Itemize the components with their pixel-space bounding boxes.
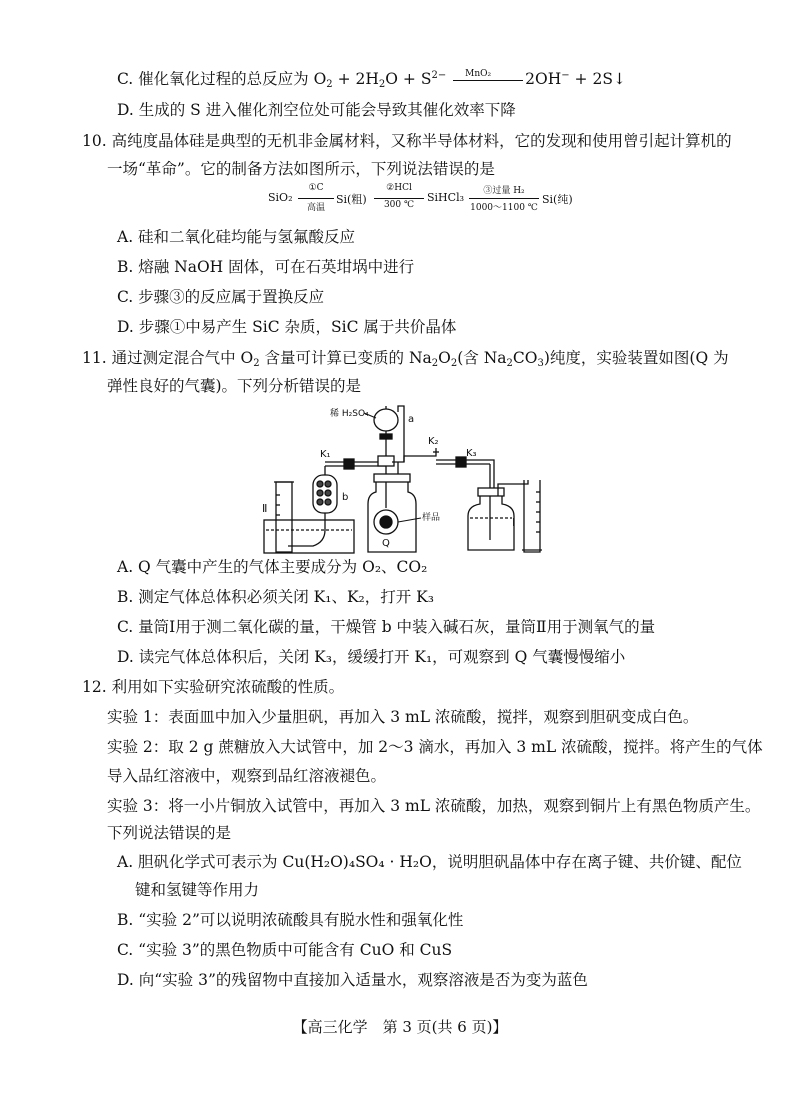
q10-flow-a1-line — [298, 198, 334, 199]
q12-stem: 12. 利用如下实验研究浓硫酸的性质。 — [82, 678, 345, 696]
q10-flow-si-crude: Si(粗) — [336, 193, 367, 206]
q11-option-d: D. 读完气体总体积后，关闭 K₃，缓缓打开 K₁，可观察到 Q 气囊慢慢缩小 — [117, 648, 626, 666]
q9-c-pre: C. 催化氧化过程的总反应为 O — [117, 70, 327, 88]
label-q: Q — [382, 538, 390, 549]
label-k2: K₂ — [428, 436, 439, 447]
q10-option-a: A. 硅和二氧化硅均能与氢氟酸反应 — [117, 228, 356, 246]
q11-stem-d: (含 Na — [457, 349, 507, 367]
q11-stem-line1: 11. 通过测定混合气中 $O_2$ 含量可计算已变质的 $Na_2O_2$(含 $Na_2CO_3$)纯度，实验装置如图(Q 为 — [82, 349, 729, 369]
q-balloon — [374, 482, 398, 534]
drying-tube-b — [288, 466, 337, 546]
q10-flow-a3-top: ③过量 H₂ — [483, 186, 525, 196]
label-k1: K₁ — [320, 449, 331, 460]
q9-c-arrow — [451, 69, 525, 85]
q11-option-a: A. Q 气囊中产生的气体主要成分为 O₂、CO₂ — [117, 558, 428, 576]
q10-option-d: D. 步骤①中易产生 SiC 杂质，SiC 属于共价晶体 — [117, 318, 457, 336]
q10-flow-sihcl3: SiHCl₃ — [427, 191, 464, 204]
q10-stem-line2: 一场“革命”。它的制备方法如图所示，下列说法错误的是 — [107, 160, 495, 178]
reaction-bottle — [368, 462, 416, 552]
sample-pointer — [398, 518, 421, 522]
q12-experiment-1: 实验 1：表面皿中加入少量胆矾，再加入 3 mL 浓硫酸，搅拌，观察到胆矾变成白色。 — [107, 708, 699, 726]
q9-option-d: D. 生成的 S 进入催化剂空位处可能会导致其催化效率下降 — [117, 101, 516, 119]
label-i: Ⅰ — [512, 516, 516, 529]
label-k3: K₃ — [466, 448, 477, 459]
q9-c-mid2: O + S — [385, 70, 432, 88]
absorber-bottle — [468, 480, 528, 550]
q11-stem-a: 11. 通过测定混合气中 O — [82, 349, 254, 367]
q10-flow-diagram — [268, 183, 573, 213]
page-footer: 【高三化学 第 3 页(共 6 页)】 — [292, 1018, 508, 1036]
q9-option-c: C. 催化氧化过程的总反应为 $O_2 + 2H_2O + S^{2-}$ MnO₂ 2OH− + 2S↓ — [117, 68, 626, 90]
separatory-funnel — [374, 406, 398, 466]
q10-flow-a2-line — [374, 198, 424, 199]
q11-stem-line2: 弹性良好的气囊)。下列分析错误的是 — [107, 377, 362, 395]
q9-c-arrow-line — [453, 80, 523, 81]
q11-stem-b: 含量可计算已变质的 Na — [259, 349, 432, 367]
q12-experiment-3: 实验 3：将一小片铜放入试管中，再加入 3 mL 浓硫酸，加热，观察到铜片上有黑色物质产生。 — [107, 797, 761, 815]
q10-flow-a2-bottom: 300 ℃ — [383, 200, 415, 210]
tube-k1 — [325, 459, 386, 469]
tube-a — [392, 406, 404, 462]
q12-question: 下列说法错误的是 — [107, 824, 232, 842]
q12-experiment-2-line1: 实验 2：取 2 g 蔗糖放入大试管中，加 2～3 滴水，再加入 3 mL 浓硫酸，搅拌。将产生的气体 — [107, 738, 763, 756]
q10-flow-a3-bottom: 1000～1100 ℃ — [470, 203, 538, 213]
q12-option-d: D. 向“实验 3”的残留物中直接加入适量水，观察溶液是否为变为蓝色 — [117, 971, 588, 989]
label-a: a — [408, 414, 415, 425]
graduated-cylinder-ii — [274, 482, 294, 552]
q12-experiment-2-line2: 导入品红溶液中，观察到品红溶液褪色。 — [107, 767, 387, 785]
tube-k2-k3 — [404, 448, 494, 490]
q11-stem-e: CO — [512, 349, 538, 367]
q10-option-c: C. 步骤③的反应属于置换反应 — [117, 288, 325, 306]
q10-flow-si-pure: Si(纯) — [542, 193, 573, 206]
q10-flow-a2-top: ②HCl — [386, 183, 412, 193]
q11-option-b: B. 测定气体总体积必须关闭 K₁、K₂，打开 K₃ — [117, 588, 434, 606]
q12-option-a-line2: 键和氢键等作用力 — [135, 881, 260, 899]
label-b: b — [342, 492, 349, 503]
q11-stem-f: )纯度，实验装置如图(Q 为 — [543, 349, 729, 367]
q10-stem-line1: 10. 高纯度晶体硅是典型的无机非金属材料，又称半导体材料，它的发现和使用曾引起计算机的 — [82, 132, 732, 150]
trough-water-bath — [264, 520, 354, 553]
q11-stem-c: O — [438, 349, 451, 367]
q9-c-mid1: + 2H — [332, 70, 379, 88]
q12-option-b: B. “实验 2”可以说明浓硫酸具有脱水性和强氧化性 — [117, 911, 464, 929]
label-sample: 样品 — [422, 513, 441, 523]
q10-flow-a1-top: ①C — [308, 183, 324, 193]
label-ii: Ⅱ — [262, 502, 268, 515]
q9-c-catalyst: MnO₂ — [465, 69, 492, 79]
graduated-cylinder-i — [522, 480, 542, 552]
q11-option-c: C. 量筒Ⅰ用于测二氧化碳的量，干燥管 b 中装入碱石灰，量筒Ⅱ用于测氧气的量 — [117, 618, 656, 636]
label-acid: 稀 H₂SO₄ — [330, 409, 369, 419]
q9-c-post: 2OH — [525, 70, 562, 88]
q12-option-c: C. “实验 3”的黑色物质中可能含有 CuO 和 CuS — [117, 941, 453, 959]
q10-flow-a3-line — [469, 198, 539, 199]
q10-flow-a1-bottom: 高温 — [306, 203, 325, 213]
q12-option-a-line1: A. 胆矾化学式可表示为 Cu(H₂O)₄SO₄ · H₂O，说明胆矾晶体中存在离子键、共价键、配位 — [117, 853, 742, 871]
q11-apparatus-figure — [258, 400, 558, 555]
q10-flow-sio2: SiO₂ — [268, 191, 293, 204]
q9-c-end: + 2S↓ — [569, 70, 626, 88]
q10-option-b: B. 熔融 NaOH 固体，可在石英坩埚中进行 — [117, 258, 415, 276]
